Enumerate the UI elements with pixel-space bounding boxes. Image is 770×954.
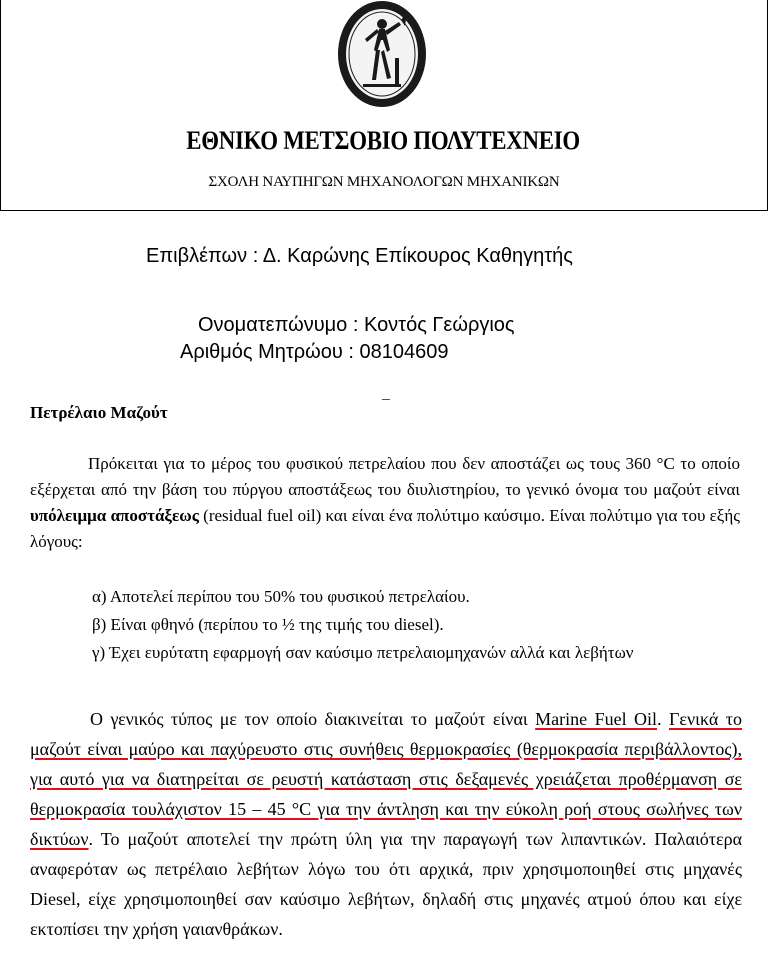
paragraph-2-rest: . Το μαζούτ αποτελεί την πρώτη ύλη για την παραγωγή των λιπαντικών. Παλαιότερα αναφερόταν ως πετρέλαιο λεβήτων λόγω του ότι αρχικά, πριν χρησιμοποιηθεί στις μηχανές Diesel, είχε χρησιμοποιηθεί σαν καύσιμο λεβήτων, δηλαδή στις μηχανές ατμού όπου και είχε εκτοπίσει την χρήση γαιανθράκων. xyxy=(30,829,742,939)
document-header xyxy=(0,0,768,211)
paragraph-1-text-b: (residual fuel oil) και είναι ένα πολύτιμο καύσιμο. Είναι πολύτιμο για του εξής λόγους: xyxy=(30,506,740,551)
paragraph-2-dot: . xyxy=(657,709,670,729)
registration-number-line: Αριθμός Μητρώου : 08104609 xyxy=(180,341,449,363)
list-item: α) Αποτελεί περίπου του 50% του φυσικού πετρελαίου. xyxy=(92,587,470,606)
supervisor-line: Επιβλέπων : Δ. Καρώνης Επίκουρος Καθηγητής xyxy=(146,245,573,267)
paragraph-1-text-a: Πρόκειται για το μέρος του φυσικού πετρελαίου που δεν αποστάζει ως τους 360 °C το οποίο εξέρχεται από την βάση του πύργου αποστάξεως του διυλιστηρίου, το γενικό όνομα του μαζούτ είναι xyxy=(30,454,740,499)
paragraph-2 xyxy=(30,704,742,944)
stray-mark xyxy=(382,399,390,400)
author-name-line: Ονοματεπώνυμο : Κοντός Γεώργιος xyxy=(198,314,515,336)
marine-fuel-oil-term: Marine Fuel Oil xyxy=(535,709,658,729)
university-name: ΕΘΝΙΚΟ ΜΕΤΣΟΒΙΟ ΠΟΛΥΤΕΧΝΕΙΟ xyxy=(186,126,580,155)
highlighted-passage: Γενικά το μαζούτ είναι μαύρο και παχύρευστο στις συνήθεις θερμοκρασίες (θερμοκρασία περιβάλλοντος), για αυτό για να διατηρείται σε ρευστή κατάσταση στις δεξαμενές χρειάζεται προθέρμανση σε θερμοκρασία τουλάχιστον 15 – 45 °C για την άντληση και την εύκολη ροή στους σωλήνες των δικτύων xyxy=(30,709,742,849)
list-item: γ) Έχει ευρύτατη εφαρμογή σαν καύσιμο πετρελαιομηχανών αλλά και λεβήτων xyxy=(92,643,634,662)
school-name: ΣΧΟΛΗ ΝΑΥΠΗΓΩΝ ΜΗΧΑΝΟΛΟΓΩΝ ΜΗΧΑΝΙΚΩΝ xyxy=(208,174,560,190)
paragraph-1-bold-term: υπόλειμμα αποστάξεως xyxy=(30,506,199,525)
list-item: β) Είναι φθηνό (περίπου το ½ της τιμής του diesel). xyxy=(92,615,444,634)
reasons-list xyxy=(92,583,633,667)
university-seal-icon xyxy=(335,0,429,110)
section-title: Πετρέλαιο Μαζούτ xyxy=(30,403,168,422)
paragraph-2-intro: Ο γενικός τύπος με τον οποίο διακινείται το μαζούτ είναι xyxy=(90,709,536,729)
paragraph-1 xyxy=(30,451,740,555)
